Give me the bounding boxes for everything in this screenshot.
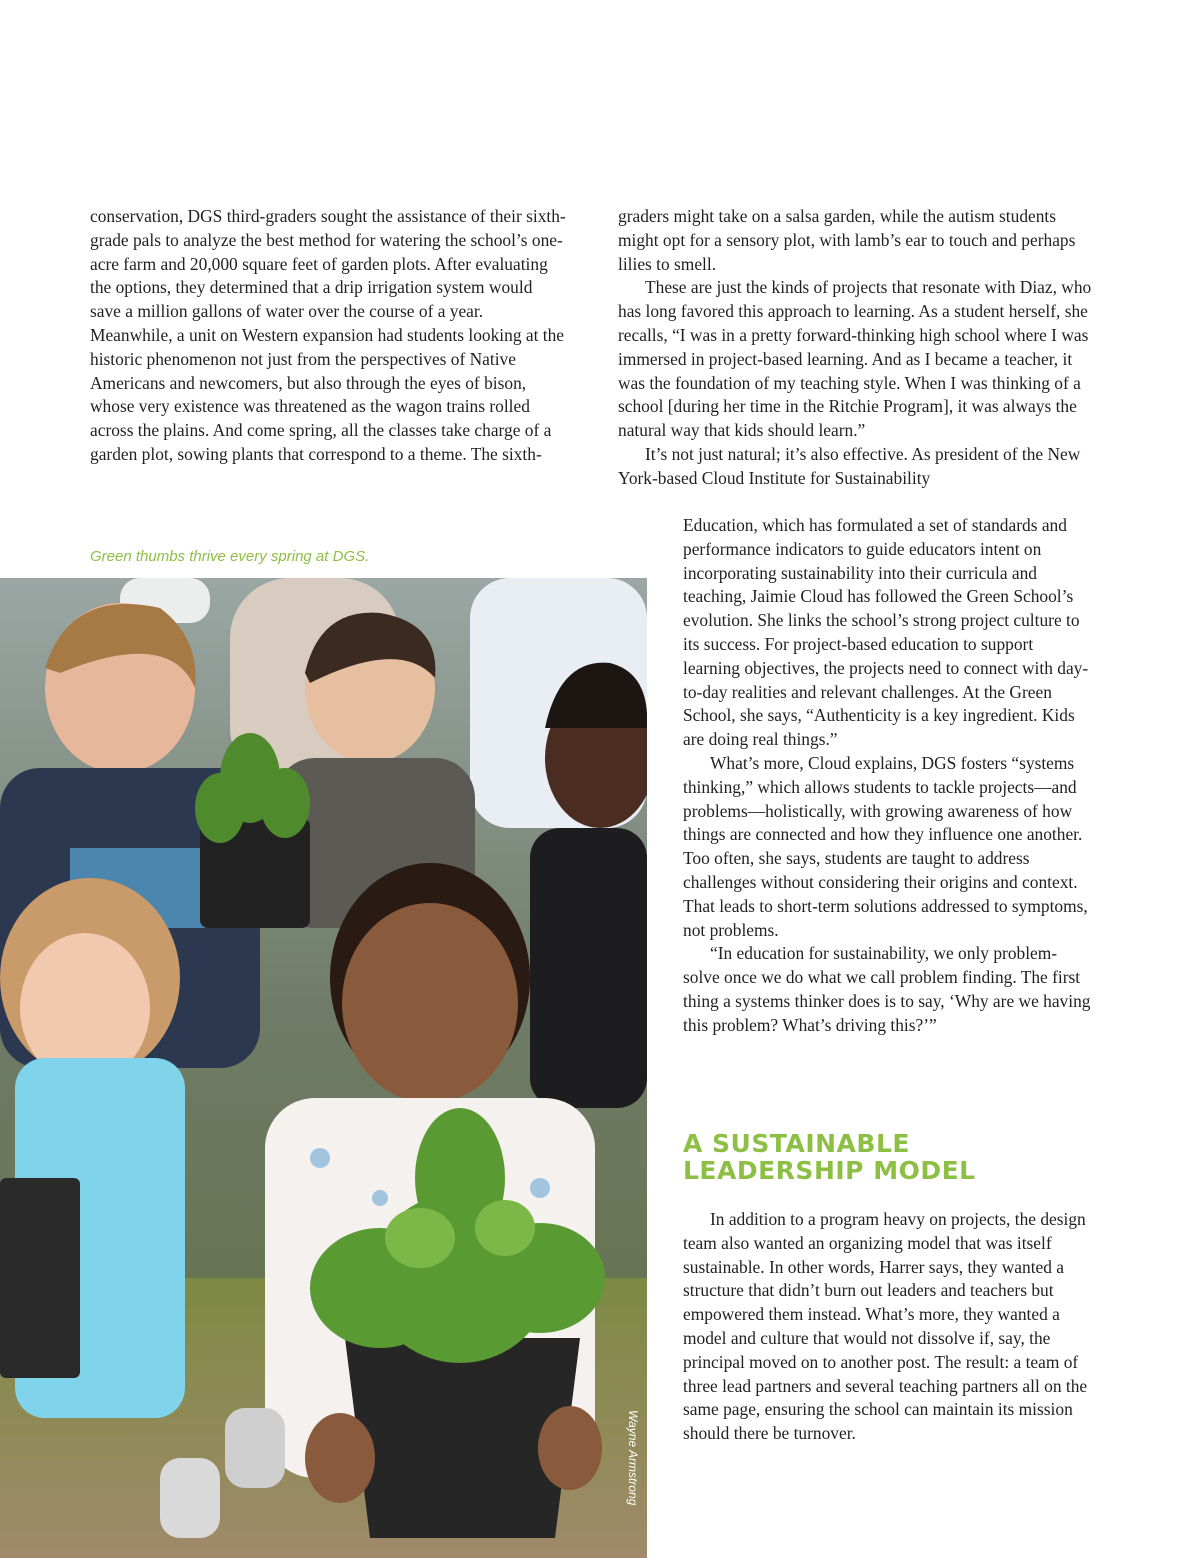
paragraph: graders might take on a salsa garden, while the autism students might opt for a sensory plot, with lamb’s ear to touch and perhaps lilies to smell. — [618, 206, 1076, 274]
section-heading-line2: LEADERSHIP MODEL — [683, 1156, 976, 1185]
photo-caption: Green thumbs thrive every spring at DGS. — [90, 548, 370, 565]
paragraph: Education, which has formulated a set of standards and performance indicators to guide educators intent on incorporating sustainability into their curricula and teaching, Jaimie Cloud has followed the Green School’s evolution. She links the school’s strong project culture to its success. For project-based education to support learning objectives, the projects need to connect with day-to-day realities and relevant challenges. At the Green School, she says, “Authenticity is a key ingredient. Kids are doing real things.” — [683, 515, 1089, 750]
garden-photo-illustration — [0, 578, 647, 1558]
article-right-column-inset — [683, 514, 1093, 1038]
paragraph: In addition to a program heavy on projects, the design team also wanted an organizing model that was itself sustainable. In other words, Harrer says, they wanted a structure that didn’t burn out leaders and teachers but empowered them instead. What’s more, they wanted a model and culture that would not dissolve if, say, the principal moved on to another post. The result: a team of three lead partners and several teaching partners all on the same page, ensuring the school can maintain its mission should there be turnover. — [683, 1209, 1088, 1444]
article-left-column — [90, 205, 566, 467]
garden-photo — [0, 578, 647, 1558]
paragraph: conservation, DGS third-graders sought the assistance of their sixth-grade pals to analyze the best method for watering the school’s one-acre farm and 20,000 square feet of garden plots. After evaluating the options, they determined that a drip irrigation system would save a million gallons of water over the course of a year. Meanwhile, a unit on Western expansion had students looking at the historic phenomenon not just from the perspectives of Native Americans and newcomers, but also through the eyes of bison, whose very existence was threatened as the wagon trains rolled across the plains. And come spring, all the classes take charge of a garden plot, sowing plants that correspond to a theme. The sixth- — [90, 206, 566, 464]
paragraph: It’s not just natural; it’s also effective. As president of the New York-based Cloud Institute for Sustainability — [618, 443, 1081, 488]
section-heading-line1: A SUSTAINABLE — [683, 1129, 910, 1158]
paragraph: What’s more, Cloud explains, DGS fosters “systems thinking,” which allows students to tackle projects—and problems—holistically, with growing awareness of how things are connected and how they influence one another. Too often, she says, students are taught to address challenges without considering their origins and context. That leads to short-term solutions addressed to symptoms, not problems. — [683, 752, 1088, 940]
photo-credit-text: Wayne Armstrong — [626, 1410, 640, 1506]
paragraph: “In education for sustainability, we only problem-solve once we do what we call problem finding. The first thing a systems thinker does is to say, ‘Why are we having this problem? What’s driving this?’” — [683, 943, 1091, 1035]
section-heading — [683, 1130, 1093, 1184]
paragraph: These are just the kinds of projects that resonate with Diaz, who has long favored this approach to learning. As a student herself, she recalls, “I was in a pretty forward-thinking high school where I was immersed in project-based learning. And as I became a teacher, it was the foundation of my teaching style. When I was thinking of a school [during her time in the Ritchie Program], it was always the natural way that kids should learn.” — [618, 277, 1092, 441]
article-right-column-top — [618, 205, 1093, 491]
article-right-column-bottom — [683, 1208, 1093, 1446]
photo-credit — [626, 1410, 642, 1510]
